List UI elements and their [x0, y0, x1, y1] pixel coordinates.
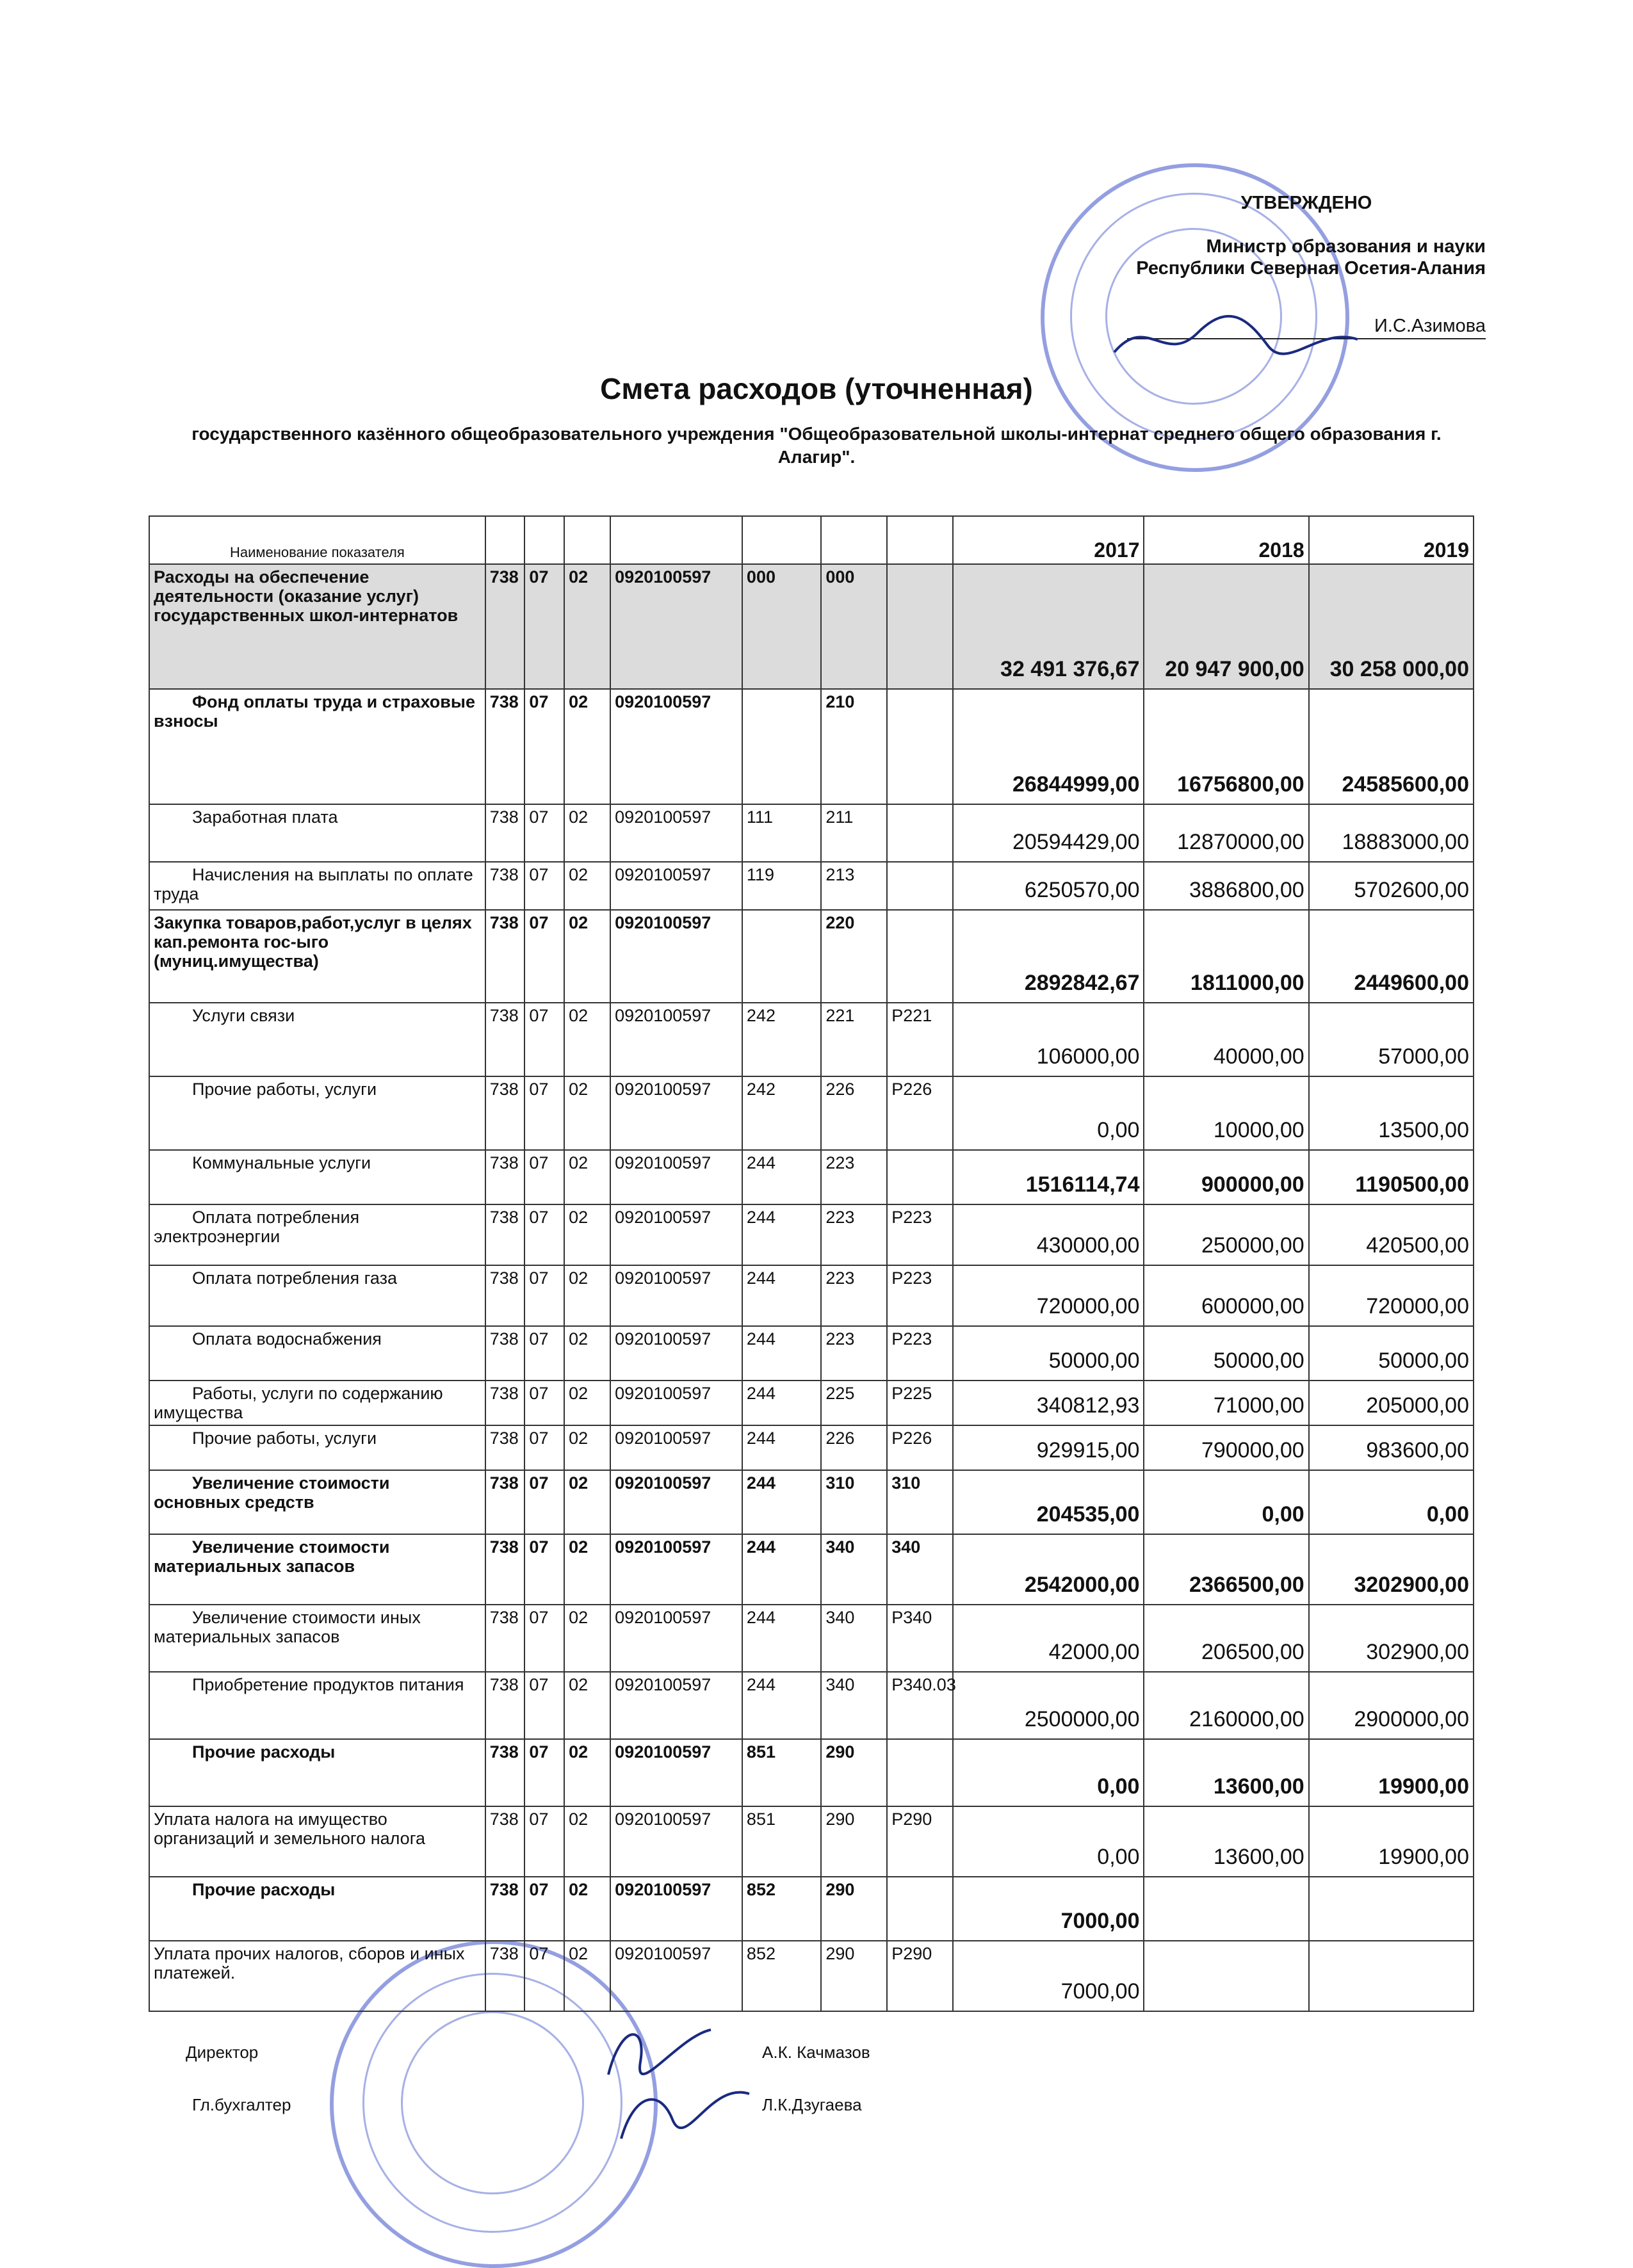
code-admin: 738	[485, 1381, 525, 1425]
code-expense-type: 119	[742, 862, 821, 910]
value-2018: 2160000,00	[1144, 1672, 1308, 1739]
code-admin: 738	[485, 1672, 525, 1739]
row-label: Прочие расходы	[149, 1739, 485, 1806]
code-target: 0920100597	[610, 1425, 742, 1470]
code-section: 07	[524, 1739, 564, 1806]
table-row	[149, 1003, 1474, 1076]
code-expense-type: 244	[742, 1265, 821, 1326]
code-sub-kosgu: Р221	[887, 1003, 953, 1076]
value-2019: 2449600,00	[1309, 910, 1474, 1003]
code-expense-type: 242	[742, 1076, 821, 1150]
value-2019: 0,00	[1309, 1470, 1474, 1534]
code-kosgu: 211	[821, 804, 887, 862]
code-subsection: 02	[564, 689, 610, 804]
code-sub-kosgu: 340	[887, 1534, 953, 1605]
value-2017: 7000,00	[953, 1877, 1144, 1941]
code-subsection: 02	[564, 1470, 610, 1534]
value-2019	[1309, 1941, 1474, 2011]
code-target: 0920100597	[610, 1605, 742, 1672]
code-kosgu: 223	[821, 1326, 887, 1381]
approver-position-1: Министр образования и науки	[1206, 236, 1486, 257]
row-label: Увеличение стоимости материальных запасов	[149, 1534, 485, 1605]
code-admin: 738	[485, 1605, 525, 1672]
value-2018: 3886800,00	[1144, 862, 1308, 910]
row-label: Заработная плата	[149, 804, 485, 862]
approved-label: УТВЕРЖДЕНО	[1240, 193, 1372, 213]
row-label: Оплата потребления газа	[149, 1265, 485, 1326]
code-sub-kosgu	[887, 564, 953, 689]
value-2018: 790000,00	[1144, 1425, 1308, 1470]
code-kosgu: 290	[821, 1941, 887, 2011]
code-expense-type: 242	[742, 1003, 821, 1076]
code-section: 07	[524, 910, 564, 1003]
code-subsection: 02	[564, 1265, 610, 1326]
code-kosgu: 210	[821, 689, 887, 804]
value-2017: 2542000,00	[953, 1534, 1144, 1605]
table-row	[149, 1877, 1474, 1941]
table-row	[149, 1470, 1474, 1534]
value-2019: 720000,00	[1309, 1265, 1474, 1326]
table-row	[149, 1806, 1474, 1877]
code-admin: 738	[485, 1425, 525, 1470]
budget-table-body	[149, 516, 1474, 2011]
value-2018: 71000,00	[1144, 1381, 1308, 1425]
code-sub-kosgu	[887, 1739, 953, 1806]
accountant-title: Гл.бухгалтер	[192, 2095, 291, 2114]
code-admin: 738	[485, 689, 525, 804]
code-kosgu: 290	[821, 1806, 887, 1877]
row-label: Прочие расходы	[149, 1877, 485, 1941]
row-label: Работы, услуги по содержанию имущества	[149, 1381, 485, 1425]
code-subsection: 02	[564, 1425, 610, 1470]
table-row	[149, 1534, 1474, 1605]
code-target: 0920100597	[610, 1265, 742, 1326]
value-2018: 2366500,00	[1144, 1534, 1308, 1605]
code-kosgu: 226	[821, 1425, 887, 1470]
code-admin: 738	[485, 1877, 525, 1941]
code-section: 07	[524, 1150, 564, 1204]
code-admin: 738	[485, 1534, 525, 1605]
table-row	[149, 1672, 1474, 1739]
row-label: Приобретение продуктов питания	[149, 1672, 485, 1739]
table-row	[149, 1381, 1474, 1425]
value-2017: 204535,00	[953, 1470, 1144, 1534]
code-kosgu: 290	[821, 1877, 887, 1941]
value-2017: 32 491 376,67	[953, 564, 1144, 689]
approver-signature	[1108, 301, 1364, 371]
code-expense-type	[742, 689, 821, 804]
code-subsection: 02	[564, 1605, 610, 1672]
code-expense-type: 851	[742, 1739, 821, 1806]
code-sub-kosgu: Р226	[887, 1076, 953, 1150]
code-expense-type: 244	[742, 1534, 821, 1605]
code-kosgu: 310	[821, 1470, 887, 1534]
code-subsection: 02	[564, 1806, 610, 1877]
code-admin: 738	[485, 1150, 525, 1204]
value-2019: 2900000,00	[1309, 1672, 1474, 1739]
header-2018: 2018	[1144, 516, 1308, 564]
page-title: Смета расходов (уточненная)	[600, 372, 1033, 405]
table-row	[149, 1326, 1474, 1381]
approver-name: И.С.Азимова	[1374, 316, 1486, 336]
code-subsection: 02	[564, 1877, 610, 1941]
code-section: 07	[524, 1326, 564, 1381]
table-row	[149, 910, 1474, 1003]
code-sub-kosgu	[887, 862, 953, 910]
row-label: Расходы на обеспечение деятельности (оказание услуг) государственных школ-интернатов	[149, 564, 485, 689]
code-admin: 738	[485, 804, 525, 862]
value-2018: 13600,00	[1144, 1806, 1308, 1877]
value-2018	[1144, 1941, 1308, 2011]
code-admin: 738	[485, 1326, 525, 1381]
code-target: 0920100597	[610, 1941, 742, 2011]
code-expense-type: 000	[742, 564, 821, 689]
code-section: 07	[524, 1204, 564, 1265]
approver-position-2: Республики Северная Осетия-Алания	[1136, 258, 1486, 279]
code-subsection: 02	[564, 1204, 610, 1265]
row-label: Оплата водоснабжения	[149, 1326, 485, 1381]
code-kosgu: 340	[821, 1605, 887, 1672]
table-row	[149, 1076, 1474, 1150]
code-expense-type: 851	[742, 1806, 821, 1877]
value-2017: 2500000,00	[953, 1672, 1144, 1739]
code-subsection: 02	[564, 1739, 610, 1806]
code-kosgu: 213	[821, 862, 887, 910]
value-2019: 3202900,00	[1309, 1534, 1474, 1605]
code-section: 07	[524, 1470, 564, 1534]
code-section: 07	[524, 1076, 564, 1150]
code-section: 07	[524, 1003, 564, 1076]
value-2017: 0,00	[953, 1739, 1144, 1806]
code-target: 0920100597	[610, 1806, 742, 1877]
table-row	[149, 1204, 1474, 1265]
code-section: 07	[524, 1941, 564, 2011]
code-subsection: 02	[564, 910, 610, 1003]
code-expense-type: 852	[742, 1877, 821, 1941]
value-2018: 600000,00	[1144, 1265, 1308, 1326]
header-name: Наименование показателя	[149, 516, 485, 564]
code-subsection: 02	[564, 1534, 610, 1605]
code-admin: 738	[485, 1265, 525, 1326]
code-subsection: 02	[564, 1003, 610, 1076]
code-sub-kosgu: Р290	[887, 1806, 953, 1877]
accountant-name: Л.К.Дзугаева	[762, 2095, 862, 2114]
value-2017: 929915,00	[953, 1425, 1144, 1470]
code-admin: 738	[485, 1204, 525, 1265]
row-label: Увеличение стоимости основных средств	[149, 1470, 485, 1534]
value-2019: 19900,00	[1309, 1739, 1474, 1806]
code-subsection: 02	[564, 804, 610, 862]
header-2019: 2019	[1309, 516, 1474, 564]
table-header-row	[149, 516, 1474, 564]
table-row	[149, 862, 1474, 910]
code-kosgu: 220	[821, 910, 887, 1003]
code-sub-kosgu: Р340.03	[887, 1672, 953, 1739]
value-2019: 1190500,00	[1309, 1150, 1474, 1204]
code-section: 07	[524, 1381, 564, 1425]
code-expense-type	[742, 910, 821, 1003]
row-label: Уплата прочих налогов, сборов и иных платежей.	[149, 1941, 485, 2011]
code-expense-type: 244	[742, 1381, 821, 1425]
code-target: 0920100597	[610, 804, 742, 862]
row-label: Начисления на выплаты по оплате труда	[149, 862, 485, 910]
code-expense-type: 111	[742, 804, 821, 862]
code-kosgu: 223	[821, 1265, 887, 1326]
value-2017: 340812,93	[953, 1381, 1144, 1425]
director-title: Директор	[186, 2043, 259, 2062]
code-sub-kosgu: Р223	[887, 1204, 953, 1265]
code-sub-kosgu	[887, 1150, 953, 1204]
code-target: 0920100597	[610, 1003, 742, 1076]
code-section: 07	[524, 862, 564, 910]
table-row	[149, 1265, 1474, 1326]
code-section: 07	[524, 1806, 564, 1877]
code-kosgu: 340	[821, 1534, 887, 1605]
code-expense-type: 244	[742, 1326, 821, 1381]
code-admin: 738	[485, 1470, 525, 1534]
value-2017: 6250570,00	[953, 862, 1144, 910]
table-row	[149, 804, 1474, 862]
code-expense-type: 244	[742, 1204, 821, 1265]
value-2018: 0,00	[1144, 1470, 1308, 1534]
code-section: 07	[524, 1605, 564, 1672]
value-2018: 20 947 900,00	[1144, 564, 1308, 689]
value-2019: 18883000,00	[1309, 804, 1474, 862]
value-2017: 20594429,00	[953, 804, 1144, 862]
code-sub-kosgu: Р290	[887, 1941, 953, 2011]
code-subsection: 02	[564, 1076, 610, 1150]
code-sub-kosgu	[887, 804, 953, 862]
row-label: Коммунальные услуги	[149, 1150, 485, 1204]
code-section: 07	[524, 1877, 564, 1941]
value-2017: 50000,00	[953, 1326, 1144, 1381]
code-kosgu: 340	[821, 1672, 887, 1739]
row-label: Прочие работы, услуги	[149, 1076, 485, 1150]
code-kosgu: 223	[821, 1204, 887, 1265]
code-sub-kosgu: Р225	[887, 1381, 953, 1425]
code-admin: 738	[485, 910, 525, 1003]
code-kosgu: 290	[821, 1739, 887, 1806]
value-2018: 10000,00	[1144, 1076, 1308, 1150]
code-sub-kosgu	[887, 1877, 953, 1941]
value-2018: 16756800,00	[1144, 689, 1308, 804]
code-section: 07	[524, 1265, 564, 1326]
table-row	[149, 1739, 1474, 1806]
value-2019	[1309, 1877, 1474, 1941]
code-target: 0920100597	[610, 1672, 742, 1739]
code-subsection: 02	[564, 1150, 610, 1204]
code-section: 07	[524, 804, 564, 862]
code-target: 0920100597	[610, 1326, 742, 1381]
value-2019: 19900,00	[1309, 1806, 1474, 1877]
table-row	[149, 1941, 1474, 2011]
accountant-signature	[615, 2075, 756, 2151]
page-subtitle: государственного казённого общеобразовательного учреждения "Общеобразовательной школы-интернат среднего общего образования г. Алагир".	[191, 424, 1442, 467]
value-2017: 2892842,67	[953, 910, 1144, 1003]
value-2017: 42000,00	[953, 1605, 1144, 1672]
code-sub-kosgu: Р223	[887, 1265, 953, 1326]
value-2017: 26844999,00	[953, 689, 1144, 804]
director-name: А.К. Качмазов	[762, 2043, 870, 2062]
value-2018: 250000,00	[1144, 1204, 1308, 1265]
code-expense-type: 244	[742, 1470, 821, 1534]
code-kosgu: 225	[821, 1381, 887, 1425]
code-section: 07	[524, 1672, 564, 1739]
value-2018: 206500,00	[1144, 1605, 1308, 1672]
value-2019: 420500,00	[1309, 1204, 1474, 1265]
code-subsection: 02	[564, 1326, 610, 1381]
code-expense-type: 244	[742, 1150, 821, 1204]
code-section: 07	[524, 1534, 564, 1605]
code-expense-type: 852	[742, 1941, 821, 2011]
code-sub-kosgu	[887, 910, 953, 1003]
value-2018: 40000,00	[1144, 1003, 1308, 1076]
code-admin: 738	[485, 1076, 525, 1150]
code-target: 0920100597	[610, 1381, 742, 1425]
code-expense-type: 244	[742, 1672, 821, 1739]
value-2018: 12870000,00	[1144, 804, 1308, 862]
code-expense-type: 244	[742, 1425, 821, 1470]
value-2019: 205000,00	[1309, 1381, 1474, 1425]
table-row	[149, 1425, 1474, 1470]
value-2019: 57000,00	[1309, 1003, 1474, 1076]
code-target: 0920100597	[610, 564, 742, 689]
row-label: Прочие работы, услуги	[149, 1425, 485, 1470]
row-label: Оплата потребления электроэнергии	[149, 1204, 485, 1265]
row-label: Закупка товаров,работ,услуг в целях кап.ремонта гос-ыго (муниц.имущества)	[149, 910, 485, 1003]
value-2019: 30 258 000,00	[1309, 564, 1474, 689]
code-target: 0920100597	[610, 1204, 742, 1265]
value-2017: 106000,00	[953, 1003, 1144, 1076]
code-subsection: 02	[564, 1941, 610, 2011]
value-2017: 1516114,74	[953, 1150, 1144, 1204]
code-sub-kosgu: 310	[887, 1470, 953, 1534]
code-section: 07	[524, 689, 564, 804]
code-target: 0920100597	[610, 1534, 742, 1605]
value-2017: 0,00	[953, 1806, 1144, 1877]
code-kosgu: 226	[821, 1076, 887, 1150]
value-2018: 13600,00	[1144, 1739, 1308, 1806]
code-kosgu: 221	[821, 1003, 887, 1076]
code-target: 0920100597	[610, 1877, 742, 1941]
value-2018: 900000,00	[1144, 1150, 1308, 1204]
approval-block	[1050, 192, 1486, 336]
code-subsection: 02	[564, 564, 610, 689]
code-sub-kosgu: Р223	[887, 1326, 953, 1381]
code-section: 07	[524, 564, 564, 689]
value-2019: 302900,00	[1309, 1605, 1474, 1672]
row-label: Услуги связи	[149, 1003, 485, 1076]
code-admin: 738	[485, 862, 525, 910]
code-target: 0920100597	[610, 1470, 742, 1534]
code-subsection: 02	[564, 1381, 610, 1425]
code-sub-kosgu	[887, 689, 953, 804]
value-2019: 983600,00	[1309, 1425, 1474, 1470]
table-row	[149, 689, 1474, 804]
code-sub-kosgu: Р226	[887, 1425, 953, 1470]
code-target: 0920100597	[610, 689, 742, 804]
table-row	[149, 1150, 1474, 1204]
value-2018	[1144, 1877, 1308, 1941]
value-2018: 50000,00	[1144, 1326, 1308, 1381]
code-admin: 738	[485, 564, 525, 689]
row-label: Фонд оплаты труда и страховые взносы	[149, 689, 485, 804]
code-expense-type: 244	[742, 1605, 821, 1672]
value-2019: 13500,00	[1309, 1076, 1474, 1150]
code-kosgu: 223	[821, 1150, 887, 1204]
value-2019: 24585600,00	[1309, 689, 1474, 804]
code-admin: 738	[485, 1739, 525, 1806]
table-row	[149, 564, 1474, 689]
header-2017: 2017	[953, 516, 1144, 564]
code-section: 07	[524, 1425, 564, 1470]
table-row	[149, 1605, 1474, 1672]
code-target: 0920100597	[610, 1150, 742, 1204]
value-2017: 430000,00	[953, 1204, 1144, 1265]
value-2018: 1811000,00	[1144, 910, 1308, 1003]
budget-table	[149, 515, 1474, 2012]
value-2017: 7000,00	[953, 1941, 1144, 2011]
code-sub-kosgu: Р340	[887, 1605, 953, 1672]
row-label: Уплата налога на имущество организаций и земельного налога	[149, 1806, 485, 1877]
code-kosgu: 000	[821, 564, 887, 689]
value-2017: 0,00	[953, 1076, 1144, 1150]
value-2017: 720000,00	[953, 1265, 1144, 1326]
code-admin: 738	[485, 1003, 525, 1076]
code-target: 0920100597	[610, 1076, 742, 1150]
code-target: 0920100597	[610, 1739, 742, 1806]
value-2019: 50000,00	[1309, 1326, 1474, 1381]
code-target: 0920100597	[610, 910, 742, 1003]
row-label: Увеличение стоимости иных материальных запасов	[149, 1605, 485, 1672]
code-subsection: 02	[564, 1672, 610, 1739]
code-admin: 738	[485, 1941, 525, 2011]
code-target: 0920100597	[610, 862, 742, 910]
code-subsection: 02	[564, 862, 610, 910]
value-2019: 5702600,00	[1309, 862, 1474, 910]
code-admin: 738	[485, 1806, 525, 1877]
